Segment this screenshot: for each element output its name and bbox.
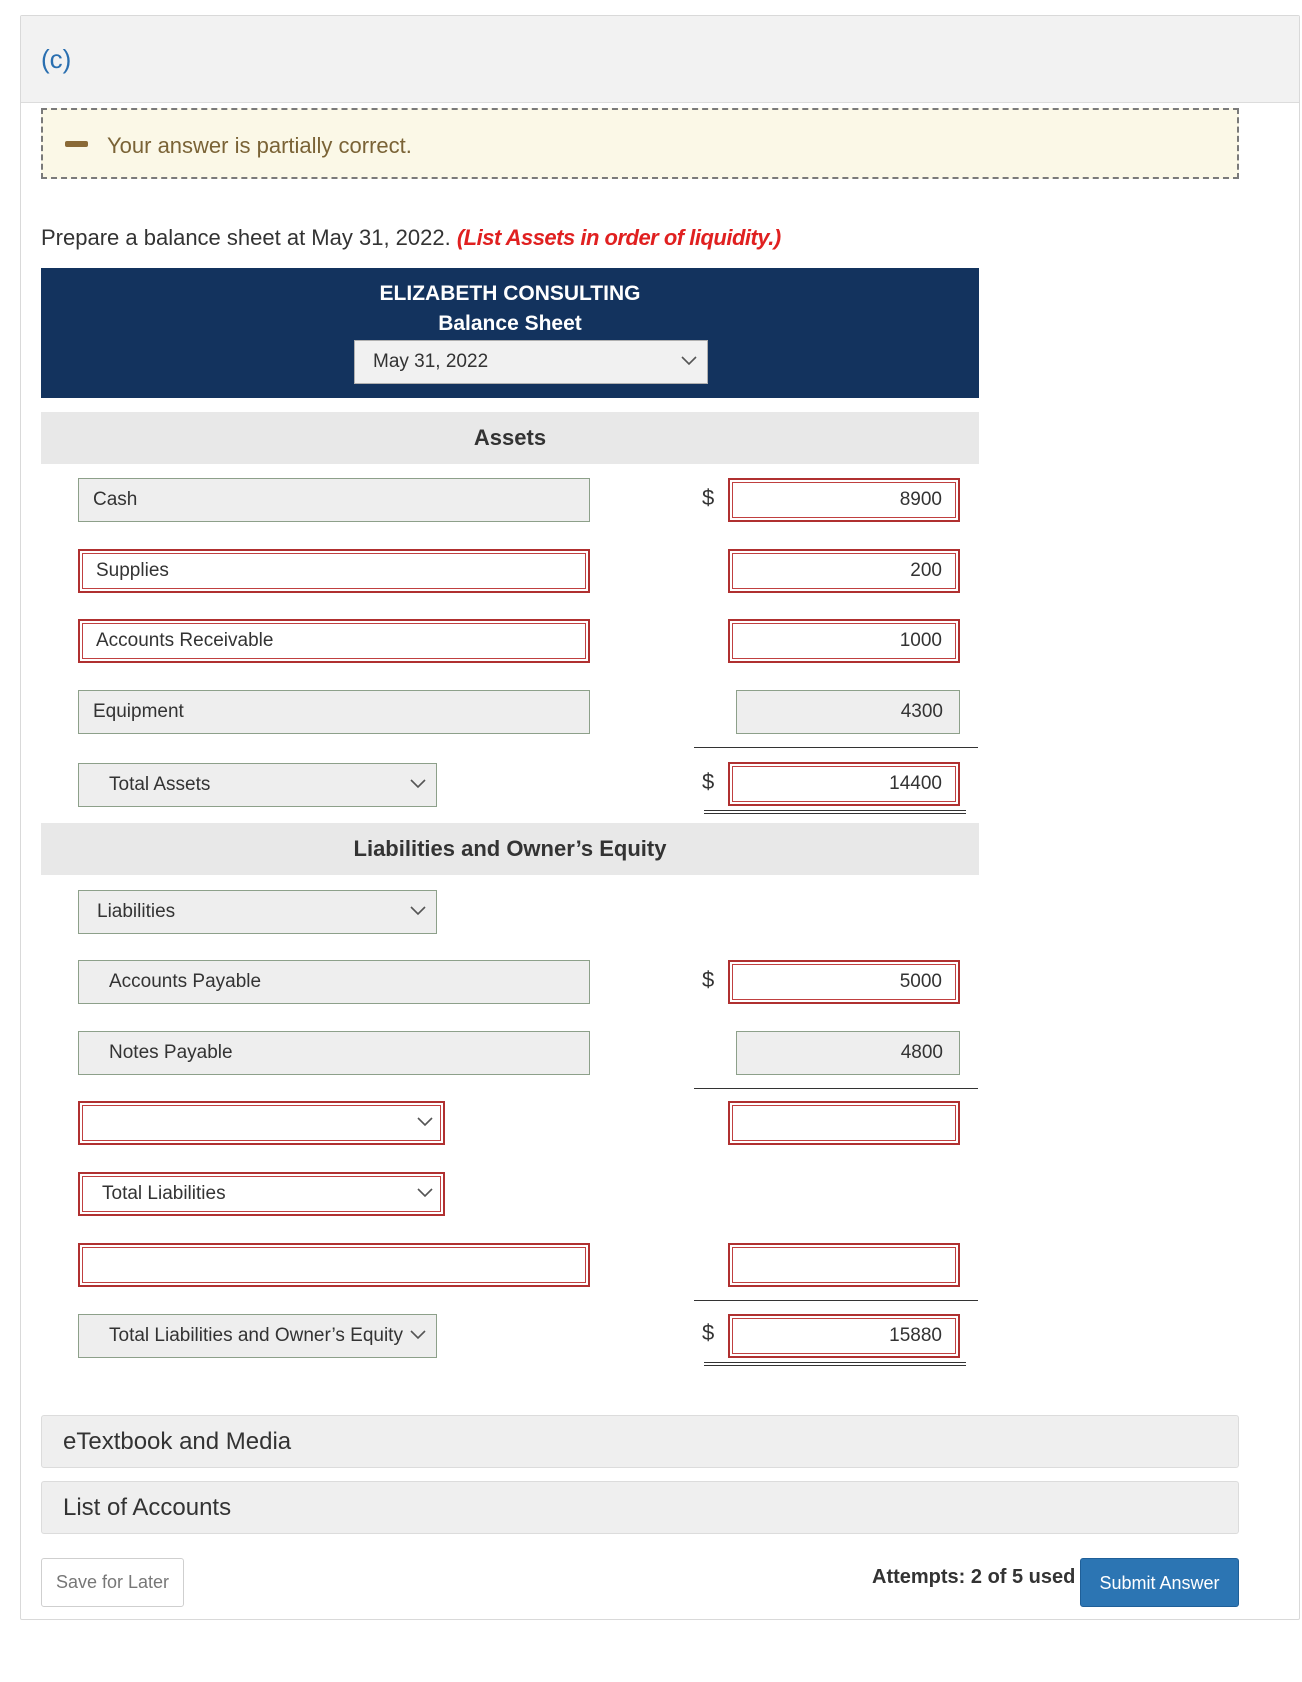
- total-double-rule: [704, 810, 966, 814]
- blank-amount-input[interactable]: [728, 1101, 960, 1145]
- asset-amount-receivable[interactable]: 1000: [728, 619, 960, 663]
- liability-amount-notes-payable[interactable]: 4800: [736, 1031, 960, 1075]
- subtotal-rule: [694, 1300, 978, 1301]
- total-liabilities-select[interactable]: [78, 1172, 445, 1216]
- total-liab-equity-amount[interactable]: 15880: [728, 1314, 960, 1358]
- chevron-down-icon: [417, 1188, 433, 1198]
- total-liab-equity-label: Total Liabilities and Owner’s Equity: [109, 1325, 403, 1346]
- balance-sheet-header: [41, 268, 979, 398]
- asset-amount-cash[interactable]: 8900: [728, 478, 960, 522]
- liability-account-payable[interactable]: Accounts Payable: [78, 960, 590, 1004]
- dollar-sign: $: [702, 769, 715, 794]
- question-card: [20, 15, 1300, 1620]
- asset-account-supplies[interactable]: Supplies: [78, 549, 590, 593]
- total-double-rule: [704, 1362, 966, 1366]
- assets-heading: Assets: [41, 412, 979, 464]
- asset-account-cash[interactable]: Cash: [78, 478, 590, 522]
- chevron-down-icon: [410, 1330, 426, 1340]
- attempts-counter: Attempts: 2 of 5 used: [872, 1566, 1076, 1588]
- liabilities-equity-heading: Liabilities and Owner’s Equity: [41, 823, 979, 875]
- date-select-value: May 31, 2022: [373, 351, 489, 372]
- liabilities-select[interactable]: [78, 890, 437, 934]
- total-liab-equity-select[interactable]: [78, 1314, 437, 1358]
- liability-amount-accounts-payable[interactable]: 5000: [728, 960, 960, 1004]
- partial-correct-alert: [41, 108, 1239, 179]
- total-assets-amount[interactable]: 14400: [728, 762, 960, 806]
- subtotal-rule: [694, 1088, 978, 1089]
- chevron-down-icon: [681, 356, 697, 366]
- save-for-later-button[interactable]: Save for Later: [41, 1558, 184, 1607]
- instruction-text: Prepare a balance sheet at May 31, 2022.: [41, 225, 451, 250]
- blank-account-select[interactable]: [78, 1101, 445, 1145]
- statement-title: Balance Sheet: [438, 312, 582, 335]
- chevron-down-icon: [417, 1117, 433, 1127]
- dollar-sign: $: [702, 967, 715, 992]
- company-name: ELIZABETH CONSULTING: [379, 282, 641, 305]
- card-header: [21, 16, 1299, 103]
- total-liabilities-label: Total Liabilities: [102, 1183, 226, 1204]
- part-label: (c): [41, 44, 72, 74]
- subtotal-rule: [694, 747, 978, 748]
- alert-message: Your answer is partially correct.: [107, 133, 412, 158]
- chevron-down-icon: [410, 906, 426, 916]
- blank-amount-input-2[interactable]: [728, 1243, 960, 1287]
- date-select[interactable]: [354, 340, 708, 384]
- asset-account-receivable[interactable]: Accounts Receivable: [78, 619, 590, 663]
- chevron-down-icon: [410, 779, 426, 789]
- asset-account-equipment[interactable]: Equipment: [78, 690, 590, 734]
- blank-account-input[interactable]: [78, 1243, 590, 1287]
- total-assets-label: Total Assets: [109, 774, 211, 795]
- total-assets-select[interactable]: [78, 763, 437, 807]
- dollar-sign: $: [702, 485, 715, 510]
- liabilities-select-label: Liabilities: [97, 901, 176, 922]
- etextbook-media-link[interactable]: eTextbook and Media: [41, 1415, 1239, 1468]
- instruction: [41, 225, 781, 251]
- submit-answer-button[interactable]: Submit Answer: [1080, 1558, 1239, 1607]
- list-of-accounts-link[interactable]: List of Accounts: [41, 1481, 1239, 1534]
- partial-icon: [65, 141, 88, 147]
- asset-amount-supplies[interactable]: 200: [728, 549, 960, 593]
- instruction-note: (List Assets in order of liquidity.): [456, 225, 781, 250]
- liability-account-notes-payable[interactable]: Notes Payable: [78, 1031, 590, 1075]
- dollar-sign: $: [702, 1320, 715, 1345]
- asset-amount-equipment[interactable]: 4300: [736, 690, 960, 734]
